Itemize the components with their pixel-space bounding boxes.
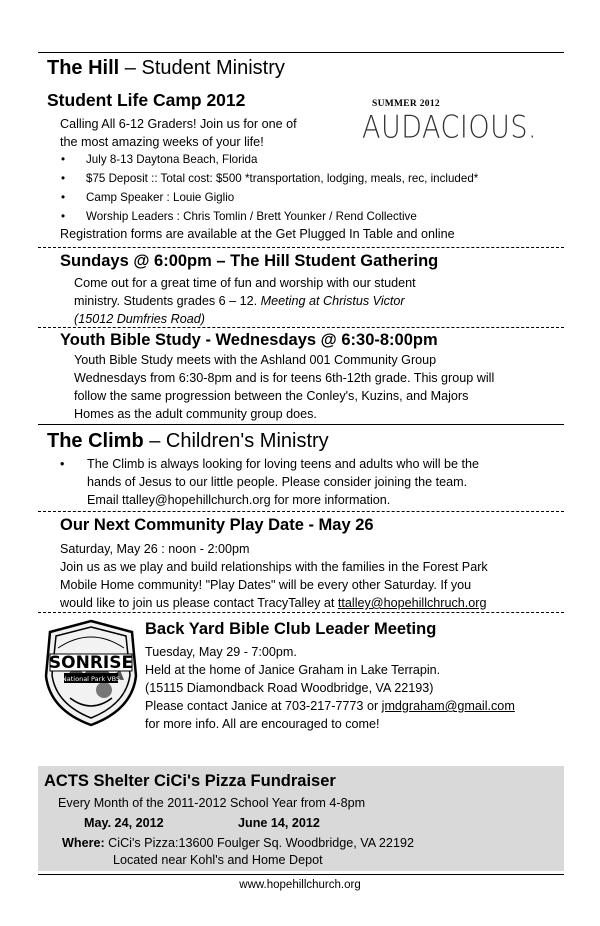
sonrise-badge-icon [42, 618, 140, 728]
fundraiser-date-2: June 14, 2012 [238, 816, 320, 830]
fundraiser-line: Every Month of the 2011-2012 School Year from 4-8pm [58, 796, 366, 810]
play-date-line-text: would like to join us please contact TracyTalley at [60, 596, 338, 610]
fundraiser-box [38, 766, 564, 871]
camp-intro [60, 115, 297, 151]
audacious-logo-big: AUDACIOUS. [362, 110, 538, 146]
sundays-line-text: ministry. Students grades 6 – 12. [74, 294, 261, 308]
climb-line: hands of Jesus to our little people. Please consider joining the team. [87, 475, 468, 489]
backyard-line: Held at the home of Janice Graham in Lake Terrapin. [145, 663, 441, 677]
youth-study-line: Homes as the adult community group does. [74, 407, 317, 421]
audacious-logo-small: SUMMER 2012 [372, 99, 440, 109]
backyard-line: for more info. All are encouraged to come! [145, 717, 380, 731]
sundays-line [74, 292, 416, 310]
play-date-line: Mobile Home community! "Play Dates" will be every other Saturday. If you [60, 578, 472, 592]
camp-registration: Registration forms are available at the Get Plugged In Table and online [60, 227, 455, 241]
camp-bullet: • July 8-13 Daytona Beach, Florida [58, 150, 478, 169]
sundays-heading: Sundays @ 6:00pm – The Hill Student Gathering [60, 252, 439, 270]
hill-title: The Hill [47, 57, 120, 79]
section-divider [38, 327, 564, 328]
bullet-dot-icon: • [60, 457, 65, 471]
section-divider [38, 511, 564, 512]
play-date-when: Saturday, May 26 : noon - 2:00pm [60, 542, 250, 556]
sonrise-logo-subtext: National Park VBS [61, 675, 121, 683]
backyard-body [145, 643, 515, 733]
hill-title-sep: – [119, 57, 142, 79]
sundays-location: Meeting at Christus Victor [260, 294, 405, 308]
youth-study-line: follow the same progression between the Conley's, Kuzins, and Majors [74, 389, 469, 403]
backyard-line: (15115 Diamondback Road Woodbridge, VA 22193) [145, 681, 434, 695]
climb-heading [47, 430, 329, 453]
play-date-line: Join us as we play and build relationships with the families in the Forest Park [60, 560, 488, 574]
camp-intro-line: Calling All 6-12 Graders! Join us for one of [60, 117, 297, 131]
fundraiser-heading: ACTS Shelter CiCi's Pizza Fundraiser [44, 772, 336, 790]
backyard-contact [145, 697, 515, 715]
sonrise-logo-text: SONRISE [48, 653, 134, 673]
camp-heading: Student Life Camp 2012 [47, 90, 246, 110]
sundays-line: Come out for a great time of fun and worship with our student [74, 276, 416, 290]
backyard-heading: Back Yard Bible Club Leader Meeting [145, 620, 437, 638]
backyard-line: Tuesday, May 29 - 7:00pm. [145, 645, 297, 659]
top-rule [38, 52, 564, 53]
backyard-email-link[interactable]: jmdgraham@gmail.com [381, 699, 515, 713]
fundraiser-where-label: Where: [62, 836, 105, 850]
camp-intro-line: the most amazing weeks of your life! [60, 135, 264, 149]
section-rule [38, 424, 564, 425]
climb-line: Email ttalley@hopehillchurch.org for more information. [87, 493, 391, 507]
sundays-body [74, 274, 416, 328]
camp-bullet: • Camp Speaker : Louie Giglio [58, 188, 478, 207]
camp-bullet: • $75 Deposit :: Total cost: $500 *transportation, lodging, meals, rec, included* [58, 169, 478, 188]
play-date-heading: Our Next Community Play Date - May 26 [60, 516, 374, 534]
play-date-line [60, 594, 488, 612]
section-divider [38, 612, 564, 613]
fundraiser-where [62, 834, 414, 852]
youth-study-line: Youth Bible Study meets with the Ashland 001 Community Group [74, 353, 437, 367]
climb-line: The Climb is always looking for loving teens and adults who will be the [87, 457, 480, 471]
sundays-address: (15012 Dumfries Road) [74, 312, 205, 326]
camp-bullet: • Worship Leaders : Chris Tomlin / Brett Younker / Rend Collective [58, 207, 478, 226]
play-date-email-link[interactable]: ttalley@hopehillchruch.org [337, 596, 487, 610]
youth-study-line: Wednesdays from 6:30-8pm and is for teens 6th-12th grade. This group will [74, 371, 495, 385]
play-date-body [60, 540, 488, 612]
backyard-contact-text: Please contact Janice at 703-217-7773 or [145, 699, 382, 713]
section-divider [38, 247, 564, 248]
fundraiser-date-1: May. 24, 2012 [84, 816, 164, 830]
hill-heading [47, 57, 285, 80]
youth-study-heading: Youth Bible Study - Wednesdays @ 6:30-8:00pm [60, 331, 438, 349]
fundraiser-where-line2: Located near Kohl's and Home Depot [113, 853, 323, 867]
climb-subtitle: Children's Ministry [165, 430, 329, 452]
sonrise-logo [42, 618, 140, 728]
hill-subtitle: Student Ministry [141, 57, 285, 79]
footer-url[interactable]: www.hopehillchurch.org [239, 879, 361, 891]
camp-bullets [58, 150, 478, 226]
footer-rule [38, 874, 564, 875]
climb-title-sep: – [143, 430, 166, 452]
youth-study-body [74, 351, 494, 423]
climb-title: The Climb [47, 430, 144, 452]
climb-bullet [60, 455, 479, 509]
fundraiser-where-value: CiCi's Pizza:13600 Foulger Sq. Woodbridge, VA 22192 [104, 836, 414, 850]
